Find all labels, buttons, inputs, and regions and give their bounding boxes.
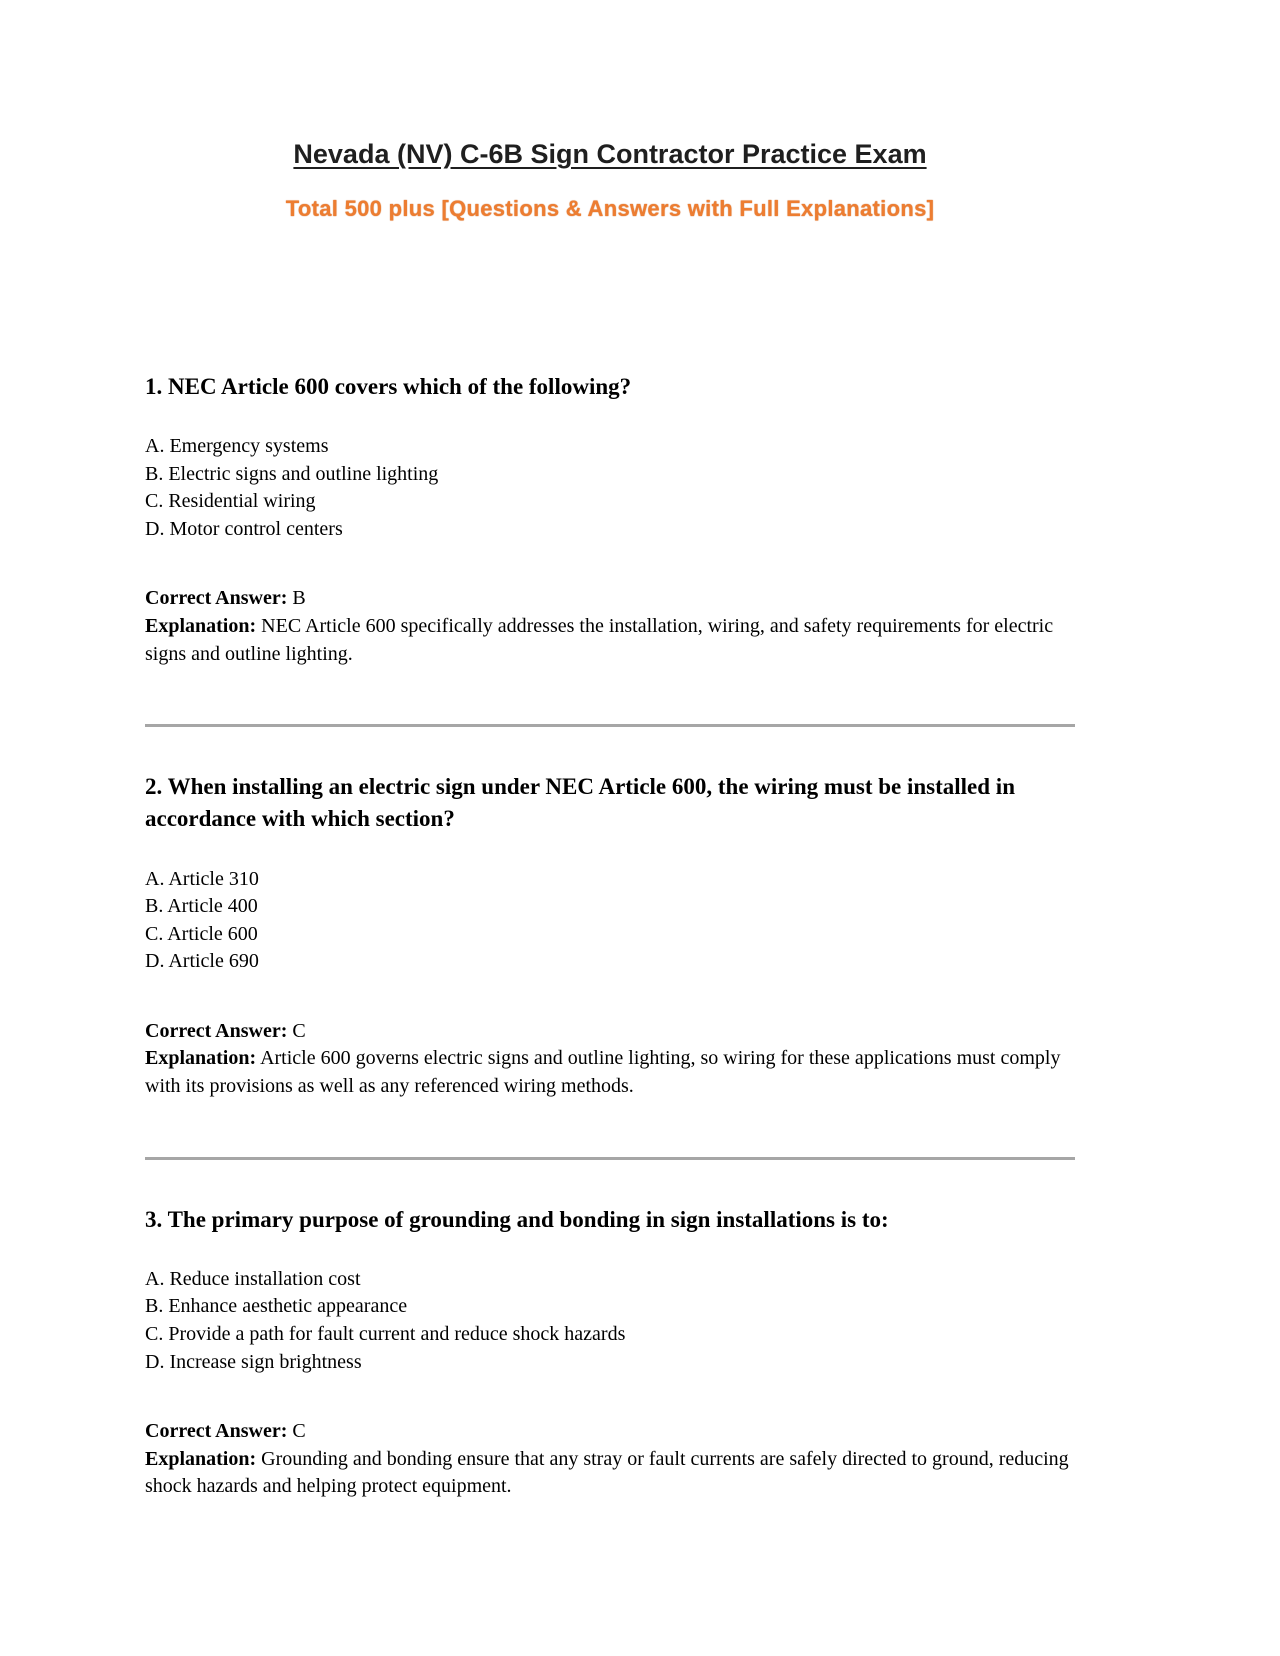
option-b: B. Electric signs and outline lighting [145, 462, 439, 485]
explanation-line [145, 613, 1075, 668]
option-b: B. Enhance aesthetic appearance [145, 1295, 408, 1318]
section-divider [145, 724, 1075, 727]
correct-answer-label: Correct Answer: [145, 1019, 288, 1042]
explanation-label: Explanation: [145, 1047, 257, 1070]
option-a: A. Reduce installation cost [145, 1267, 361, 1290]
option-a: A. Emergency systems [145, 434, 329, 457]
correct-answer-value: B [292, 587, 306, 610]
document-subtitle: Total 500 plus [Questions & Answers with Full Explanations] [285, 196, 935, 222]
explanation-text: Article 600 governs electric signs and outline lighting, so wiring for these applications must comply with its provisions as well as any referenced wiring methods. [145, 1047, 1061, 1098]
question-block-3 [145, 1204, 1075, 1501]
question-title: 3. The primary purpose of grounding and bonding in sign installations is to: [145, 1206, 889, 1232]
correct-answer-line [145, 585, 1075, 613]
explanation-text: Grounding and bonding ensure that any stray or fault currents are safely directed to ground, reducing shock hazards and helping protect equipment. [145, 1447, 1069, 1498]
option-a: A. Article 310 [145, 867, 259, 890]
correct-answer-value: C [292, 1420, 306, 1443]
option-c: C. Provide a path for fault current and reduce shock hazards [145, 1323, 626, 1346]
options-list [145, 866, 1075, 976]
explanation-label: Explanation: [145, 614, 257, 637]
question-title: 2. When installing an electric sign under NEC Article 600, the wiring must be installed in accordance with which section? [145, 774, 1015, 832]
correct-answer-line [145, 1418, 1075, 1446]
option-c: C. Article 600 [145, 922, 258, 945]
option-c: C. Residential wiring [145, 490, 316, 513]
explanation-line [145, 1446, 1075, 1501]
question-block-2 [145, 771, 1075, 1101]
question-title: 1. NEC Article 600 covers which of the following? [145, 373, 632, 399]
options-list [145, 1266, 1075, 1376]
correct-answer-label: Correct Answer: [145, 1420, 288, 1443]
explanation-label: Explanation: [145, 1447, 257, 1470]
correct-answer-value: C [292, 1019, 306, 1042]
correct-answer-line [145, 1018, 1075, 1046]
option-b: B. Article 400 [145, 895, 258, 918]
section-divider [145, 1157, 1075, 1160]
option-d: D. Increase sign brightness [145, 1350, 362, 1373]
document-title: Nevada (NV) C-6B Sign Contractor Practice Exam [293, 139, 927, 169]
question-block-1 [145, 371, 1075, 668]
options-list [145, 433, 1075, 543]
correct-answer-label: Correct Answer: [145, 587, 288, 610]
explanation-text: NEC Article 600 specifically addresses the installation, wiring, and safety requirements for electric signs and outline lighting. [145, 614, 1054, 665]
option-d: D. Motor control centers [145, 517, 343, 540]
option-d: D. Article 690 [145, 950, 259, 973]
explanation-line [145, 1045, 1075, 1100]
